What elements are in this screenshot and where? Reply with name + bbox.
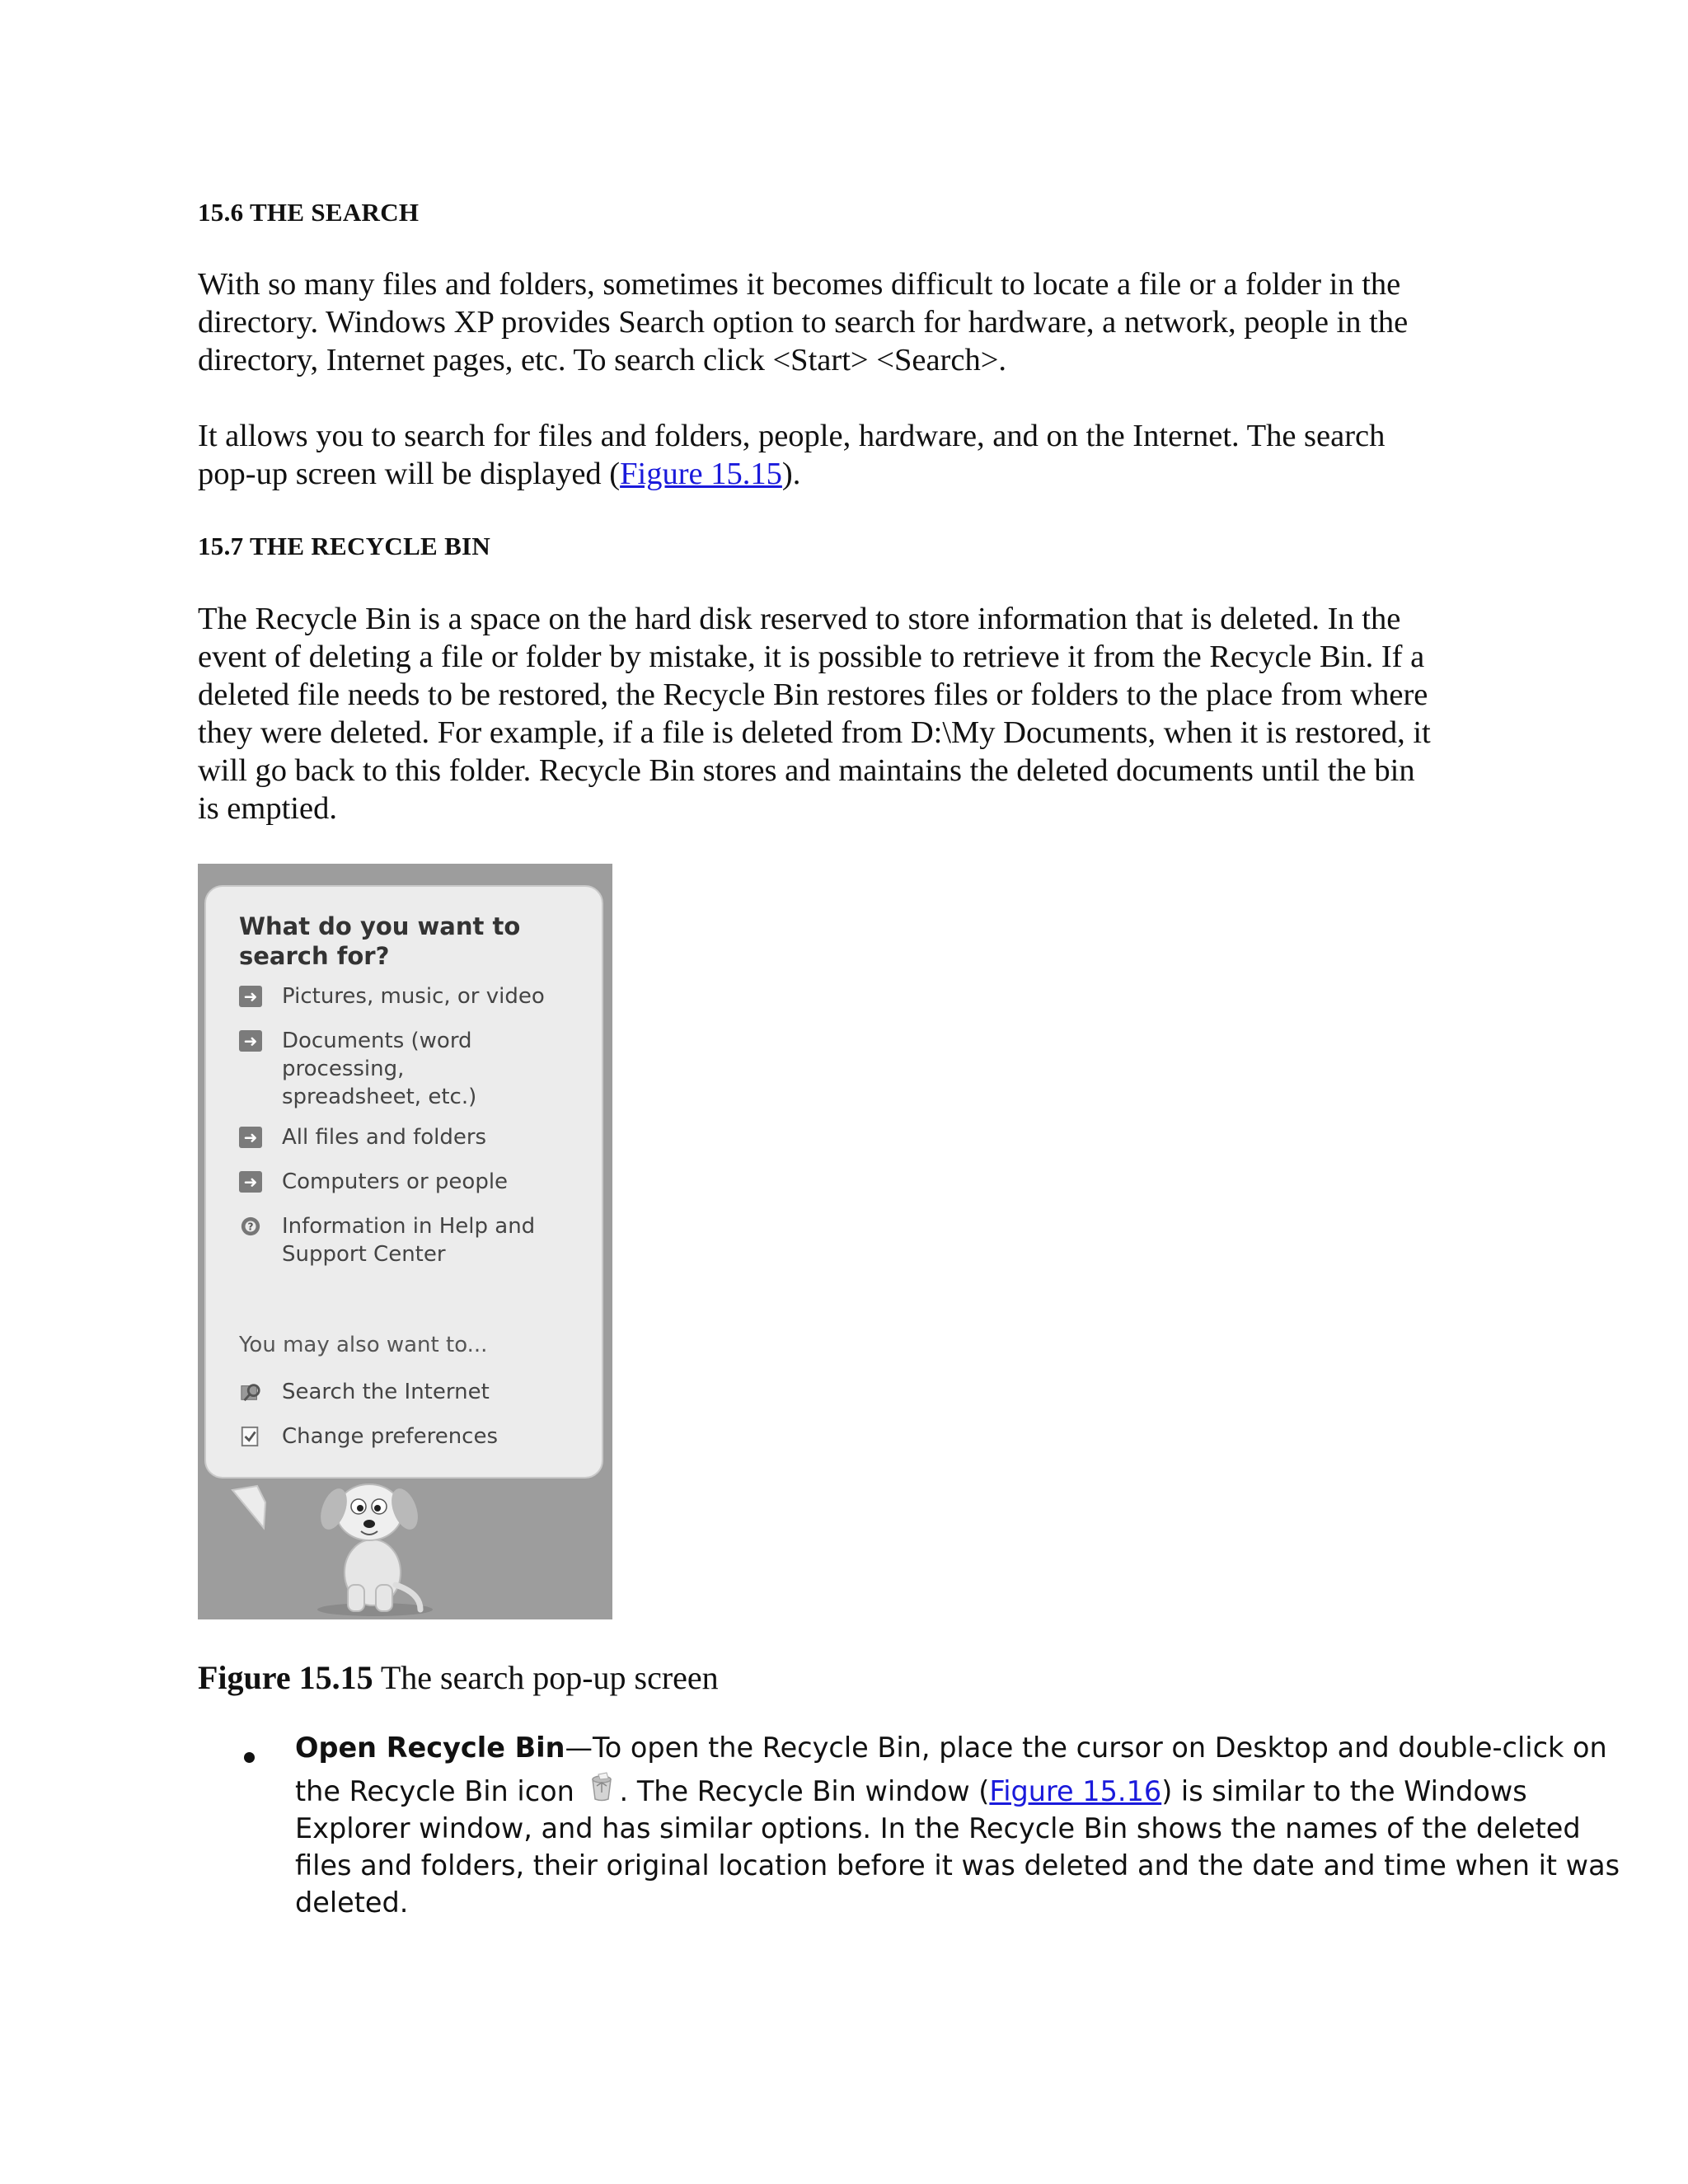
also-want-label: You may also want to... bbox=[239, 1333, 488, 1357]
text-segment: ) is similar to the Windows bbox=[1161, 1775, 1527, 1807]
text-line bbox=[198, 455, 1484, 493]
option-label: Pictures, music, or video bbox=[282, 984, 545, 1009]
text-line: they were deleted. For example, if a file is deleted from D:\My Documents, when it is restored, it bbox=[198, 715, 1431, 750]
search-prompt-title: What do you want to search for? bbox=[239, 912, 521, 970]
option-label: Computers or people bbox=[282, 1169, 509, 1194]
arrow-icon: ➜ bbox=[239, 1127, 262, 1148]
text-line: directory. Windows XP provides Search option to search for hardware, a network, people in the bbox=[198, 305, 1409, 340]
section-heading-search: 15.6 THE SEARCH bbox=[198, 198, 420, 227]
text-line: files and folders, their original location before it was deleted and the date and time when it was bbox=[295, 1849, 1620, 1882]
search-popup-figure bbox=[198, 864, 612, 1619]
text-segment: —To open the Recycle Bin, place the cursor on Desktop and double-click on bbox=[565, 1732, 1607, 1764]
text-segment: ). bbox=[781, 457, 801, 491]
text-line: With so many files and folders, sometimes it becomes difficult to locate a file or a folder in the bbox=[198, 267, 1401, 302]
internet-search-icon bbox=[239, 1381, 262, 1403]
text-line: The Recycle Bin is a space on the hard disk reserved to store information that is deleted. In the bbox=[198, 602, 1401, 636]
text-segment: pop-up screen will be displayed ( bbox=[198, 457, 621, 491]
recycle-bin-icon bbox=[587, 1771, 617, 1802]
arrow-icon: ➜ bbox=[239, 1171, 262, 1193]
option-label: Documents (word processing, spreadsheet, etc.) bbox=[282, 1029, 477, 1109]
text-segment: . The Recycle Bin window ( bbox=[619, 1775, 990, 1807]
search-paragraph-1 bbox=[198, 265, 1484, 379]
search-dog-icon bbox=[297, 1461, 445, 1618]
svg-text:?: ? bbox=[247, 1221, 254, 1233]
figure-15-16-link[interactable]: Figure 15.16 bbox=[989, 1775, 1162, 1807]
text-line: Explorer window, and has similar options. In the Recycle Bin shows the names of the deleted bbox=[295, 1812, 1581, 1844]
option-label: Change preferences bbox=[282, 1424, 499, 1449]
arrow-icon: ➜ bbox=[239, 986, 262, 1007]
section-heading-recycle-bin: 15.7 THE RECYCLE BIN bbox=[198, 532, 491, 560]
figure-caption bbox=[198, 1658, 719, 1697]
option-label: Information in Help and Support Center bbox=[282, 1214, 536, 1267]
figure-15-15-link[interactable]: Figure 15.15 bbox=[620, 457, 782, 491]
text-line: deleted file needs to be restored, the Recycle Bin restores files or folders to the place from where bbox=[198, 677, 1428, 712]
text-line: It allows you to search for files and folders, people, hardware, and on the Internet. The search bbox=[198, 419, 1386, 453]
search-paragraph-2 bbox=[198, 417, 1484, 493]
option-label: Search the Internet bbox=[282, 1380, 490, 1404]
arrow-icon: ➜ bbox=[239, 1030, 262, 1052]
help-icon bbox=[239, 1216, 262, 1237]
option-label: All files and folders bbox=[282, 1125, 487, 1150]
figure-caption-label: Figure 15.15 bbox=[198, 1659, 373, 1696]
search-companion-bubble bbox=[204, 885, 603, 1479]
bullet-title: Open Recycle Bin bbox=[295, 1732, 565, 1764]
text-line bbox=[295, 1771, 1527, 1810]
bullet-point bbox=[244, 1752, 255, 1763]
recycle-bin-paragraph bbox=[198, 600, 1484, 827]
text-segment: the Recycle Bin icon bbox=[295, 1775, 584, 1807]
text-line: directory, Internet pages, etc. To search click <Start> <Search>. bbox=[198, 343, 1007, 377]
preferences-icon bbox=[239, 1426, 262, 1447]
text-line: will go back to this folder. Recycle Bin stores and maintains the deleted documents until the bin bbox=[198, 753, 1415, 788]
text-line bbox=[295, 1729, 1607, 1766]
text-line: deleted. bbox=[295, 1886, 409, 1919]
text-line: event of deleting a file or folder by mistake, it is possible to retrieve it from the Recycle Bin. If a bbox=[198, 640, 1425, 674]
open-recycle-bin-bullet bbox=[295, 1729, 1620, 1921]
figure-caption-text: The search pop-up screen bbox=[373, 1659, 719, 1696]
text-line: is emptied. bbox=[198, 791, 337, 826]
